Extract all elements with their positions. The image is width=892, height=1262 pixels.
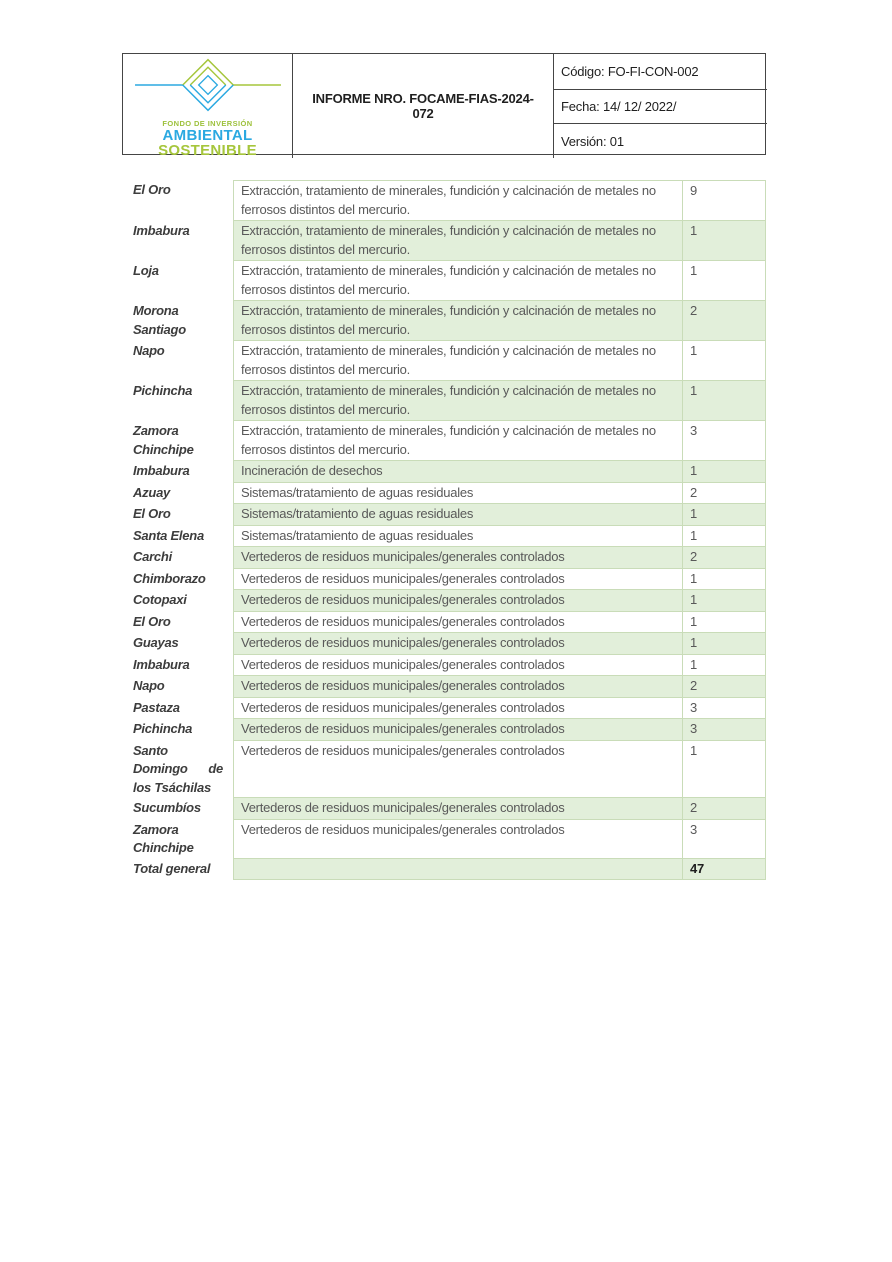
- count-cell: 1: [682, 590, 766, 612]
- count-cell: 1: [682, 381, 766, 421]
- count-cell: 2: [682, 676, 766, 698]
- province-cell: Zamora Chinchipe: [133, 821, 194, 855]
- province-cell: Guayas: [133, 635, 179, 650]
- activity-cell: Vertederos de residuos municipales/generales controlados: [233, 569, 682, 591]
- province-cell: El Oro: [133, 182, 171, 197]
- count-cell: 1: [682, 526, 766, 548]
- province-cell: Santo Domingo de los Tsáchilas: [133, 742, 223, 795]
- table-row: [133, 301, 766, 341]
- table-row: [133, 483, 766, 505]
- activity-cell: Vertederos de residuos municipales/generales controlados: [233, 676, 682, 698]
- province-cell: Total general: [133, 860, 211, 876]
- province-cell: Morona Santiago: [133, 303, 186, 337]
- province-cell: Cotopaxi: [133, 592, 187, 607]
- count-cell: 3: [682, 421, 766, 461]
- activity-cell: Vertederos de residuos municipales/generales controlados: [233, 590, 682, 612]
- count-cell: 3: [682, 820, 766, 859]
- province-cell: Napo: [133, 678, 165, 693]
- province-activity-table: [133, 180, 766, 880]
- count-cell: 1: [682, 221, 766, 261]
- table-row: [133, 547, 766, 569]
- province-cell: Azuay: [133, 484, 171, 500]
- province-cell: Imbabura: [133, 656, 190, 672]
- table-row: [133, 798, 766, 820]
- table-row: [133, 421, 766, 461]
- logo-line-sostenible: SOSTENIBLE: [158, 141, 257, 159]
- report-header: [122, 53, 766, 159]
- count-cell: 9: [682, 180, 766, 221]
- logo: [123, 54, 293, 158]
- province-cell: Santa Elena: [133, 527, 204, 543]
- province-cell: El Oro: [133, 506, 171, 521]
- activity-cell: Extracción, tratamiento de minerales, fundición y calcinación de metales no ferrosos distintos del mercurio.: [233, 261, 682, 301]
- count-cell: 1: [682, 461, 766, 483]
- count-cell: 1: [682, 504, 766, 526]
- activity-cell: Extracción, tratamiento de minerales, fundición y calcinación de metales no ferrosos distintos del mercurio.: [233, 221, 682, 261]
- activity-cell: Extracción, tratamiento de minerales, fundición y calcinación de metales no ferrosos distintos del mercurio.: [233, 421, 682, 461]
- province-cell: El Oro: [133, 613, 171, 629]
- activity-cell: Sistemas/tratamiento de aguas residuales: [233, 504, 682, 526]
- count-cell: 1: [682, 612, 766, 634]
- count-cell: 1: [682, 261, 766, 301]
- fias-diamond-logo-icon: [133, 56, 283, 119]
- province-cell: Chimborazo: [133, 570, 206, 586]
- count-cell: 2: [682, 798, 766, 820]
- province-cell: Pichincha: [133, 721, 193, 736]
- table-row: [133, 180, 766, 221]
- table-row: [133, 698, 766, 720]
- table-row: [133, 719, 766, 741]
- activity-cell: [233, 859, 682, 881]
- province-cell: Loja: [133, 263, 159, 278]
- count-cell: 1: [682, 655, 766, 677]
- table-row: [133, 504, 766, 526]
- activity-cell: Vertederos de residuos municipales/generales controlados: [233, 547, 682, 569]
- province-cell: Carchi: [133, 549, 172, 564]
- activity-cell: Sistemas/tratamiento de aguas residuales: [233, 526, 682, 548]
- logo-line-ambiental: AMBIENTAL: [162, 126, 253, 144]
- table-row: [133, 741, 766, 799]
- table-row: [133, 676, 766, 698]
- logo-wordmark: [158, 120, 257, 158]
- table-row: [133, 569, 766, 591]
- table-row: [133, 381, 766, 421]
- count-cell: 47: [682, 859, 766, 881]
- count-cell: 3: [682, 698, 766, 720]
- count-cell: 1: [682, 341, 766, 381]
- activity-cell: Extracción, tratamiento de minerales, fundición y calcinación de metales no ferrosos distintos del mercurio.: [233, 180, 682, 221]
- activity-cell: Vertederos de residuos municipales/generales controlados: [233, 655, 682, 677]
- province-cell: Zamora Chinchipe: [133, 423, 194, 457]
- table-row: [133, 261, 766, 301]
- report-meta: [554, 54, 767, 158]
- table-row: [133, 341, 766, 381]
- table-row: [133, 655, 766, 677]
- table-row: [133, 221, 766, 261]
- logo-line-fondo: FONDO DE INVERSIÓN: [162, 119, 253, 128]
- header-date: Fecha: 14/ 12/ 2022/: [554, 89, 767, 124]
- province-cell: Imbabura: [133, 223, 190, 238]
- activity-cell: Extracción, tratamiento de minerales, fundición y calcinación de metales no ferrosos distintos del mercurio.: [233, 301, 682, 341]
- activity-cell: Extracción, tratamiento de minerales, fundición y calcinación de metales no ferrosos distintos del mercurio.: [233, 341, 682, 381]
- activity-cell: Extracción, tratamiento de minerales, fundición y calcinación de metales no ferrosos distintos del mercurio.: [233, 381, 682, 421]
- province-cell: Pichincha: [133, 383, 193, 398]
- table-row: [133, 461, 766, 483]
- activity-cell: Vertederos de residuos municipales/generales controlados: [233, 633, 682, 655]
- activity-cell: Sistemas/tratamiento de aguas residuales: [233, 483, 682, 505]
- count-cell: 2: [682, 301, 766, 341]
- table-row: [133, 633, 766, 655]
- activity-cell: Vertederos de residuos municipales/generales controlados: [233, 698, 682, 720]
- province-cell: Napo: [133, 343, 165, 358]
- report-title: INFORME NRO. FOCAME-FIAS-2024-072: [293, 54, 554, 158]
- count-cell: 1: [682, 741, 766, 799]
- activity-cell: Vertederos de residuos municipales/generales controlados: [233, 798, 682, 820]
- province-cell: Imbabura: [133, 463, 190, 478]
- table-row: [133, 612, 766, 634]
- count-cell: 1: [682, 569, 766, 591]
- count-cell: 2: [682, 547, 766, 569]
- table-row: [133, 526, 766, 548]
- header-code: Código: FO-FI-CON-002: [561, 63, 699, 79]
- province-cell: Pastaza: [133, 699, 180, 715]
- activity-cell: Vertederos de residuos municipales/generales controlados: [233, 741, 682, 799]
- province-cell: Sucumbíos: [133, 800, 201, 815]
- header-version: Versión: 01: [554, 123, 767, 158]
- activity-cell: Vertederos de residuos municipales/generales controlados: [233, 719, 682, 741]
- table-row: [133, 859, 766, 881]
- table-row: [133, 820, 766, 859]
- count-cell: 3: [682, 719, 766, 741]
- activity-cell: Vertederos de residuos municipales/generales controlados: [233, 820, 682, 859]
- count-cell: 2: [682, 483, 766, 505]
- activity-cell: Vertederos de residuos municipales/generales controlados: [233, 612, 682, 634]
- table-row: [133, 590, 766, 612]
- count-cell: 1: [682, 633, 766, 655]
- activity-cell: Incineración de desechos: [233, 461, 682, 483]
